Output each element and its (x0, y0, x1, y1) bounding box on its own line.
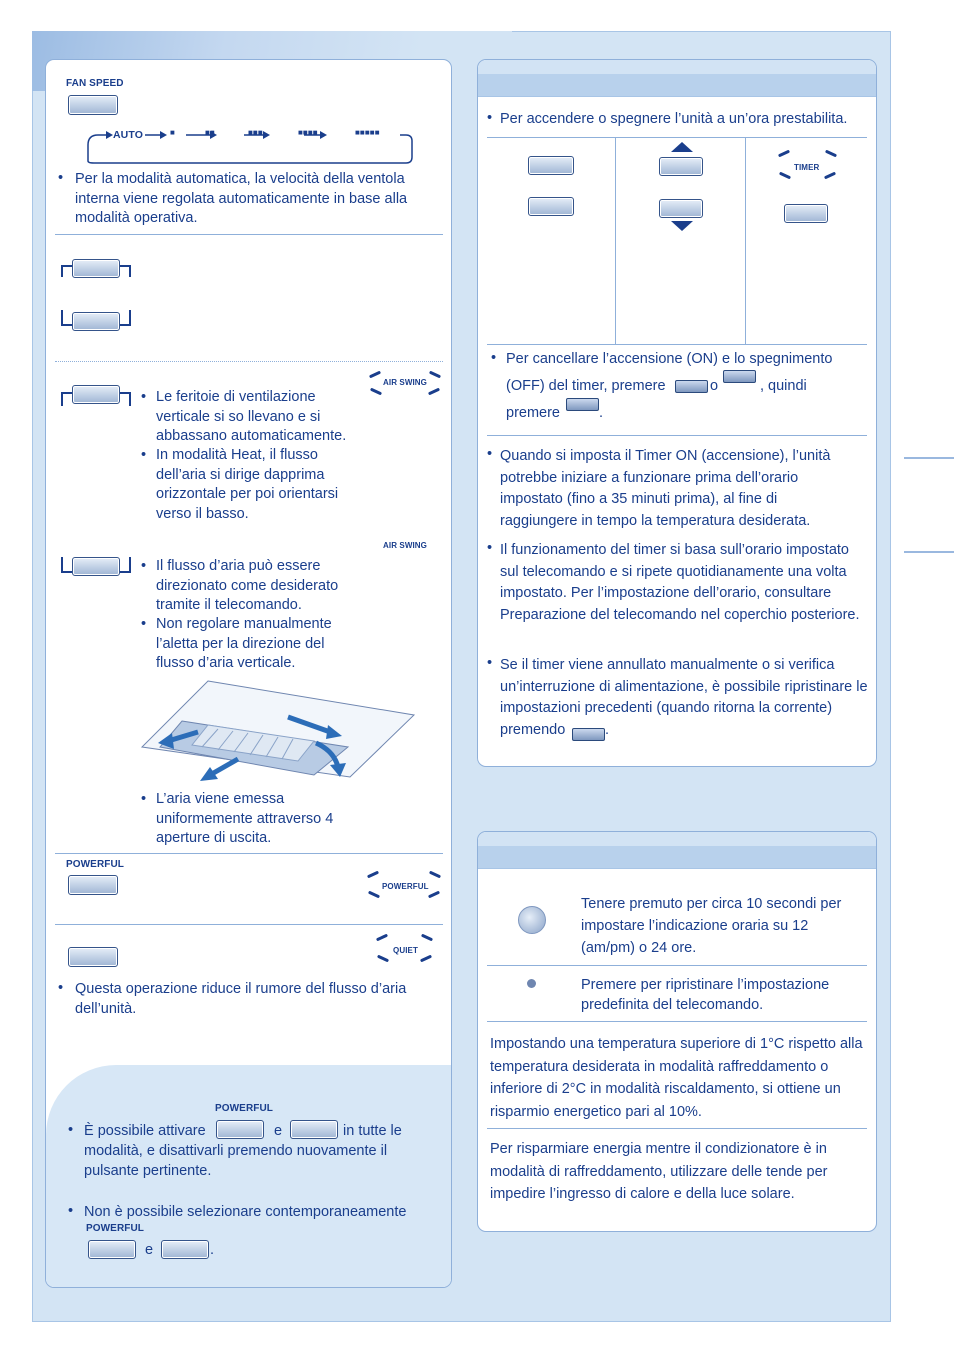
flare (428, 388, 440, 396)
timer-off-button[interactable] (528, 197, 574, 216)
bullet: • (487, 110, 493, 126)
bullet: • (141, 447, 147, 463)
quiet-note: Questa operazione riduce il rumore del flusso d’aria dell’unità. (75, 981, 407, 1017)
divider (487, 137, 867, 138)
fan-speed-level-3: ■■■ (248, 128, 263, 137)
bullet: • (68, 1203, 74, 1219)
info-panel (477, 831, 877, 1232)
divider (55, 853, 443, 854)
auto-swing-note-2: In modalità Heat, il flusso dell’aria si dirige dapprima orizzontale per poi orientarsi verso il basso. (156, 447, 339, 522)
flare (420, 955, 432, 963)
tips-text-1c-start: in tutte le (343, 1123, 402, 1139)
arrow-up-icon (670, 141, 694, 153)
flare (825, 150, 837, 158)
divider (487, 1021, 867, 1022)
fan-speed-auto: AUTO (113, 129, 143, 141)
tips-text-2: Non è possibile selezionare contemporaneamente (84, 1204, 407, 1220)
timer-header-band (478, 74, 876, 96)
flare (368, 891, 380, 899)
bullet: • (491, 350, 497, 366)
divider (487, 965, 867, 966)
tips-text-1a: È possibile attivare (84, 1123, 206, 1139)
fan-speed-level-2: ■■ (205, 128, 215, 137)
flare (421, 934, 433, 942)
timer-note-3-end: . (605, 722, 610, 738)
timer-note-3: Se il timer viene annullato manualmente o si verifica un’interruzione di alimentazione, è possibile ripristinare le impostazioni precedenti (quando ritorna la corrente) premendo (500, 657, 868, 738)
flare (429, 371, 441, 379)
timer-indicator: TIMER (794, 163, 820, 172)
bullet: • (487, 446, 493, 462)
flare (367, 871, 379, 879)
bullet: • (58, 980, 64, 996)
column-divider (745, 138, 746, 344)
side-tab-line (904, 551, 954, 553)
saving-tip-2: Per risparmiare energia mentre il condizionatore è in modalità di raffreddamento, utilizzare delle tende per impedire l’ingresso di calore e della luce solare. (490, 1141, 828, 1202)
cancel-text-b: (OFF) del timer, premere (506, 378, 666, 394)
tips-powerful-button-2[interactable] (88, 1240, 136, 1259)
flare (429, 871, 441, 879)
bullet: • (141, 791, 147, 807)
left-panel (45, 59, 452, 1288)
tips-quiet-button[interactable] (290, 1120, 338, 1139)
cancel-text-a: Per cancellare l’accensione (ON) e lo spegnimento (506, 351, 833, 367)
column-divider (615, 138, 616, 344)
fan-speed-level-1: ■ (170, 128, 175, 137)
divider (487, 435, 867, 436)
timer-down-button[interactable] (659, 199, 703, 218)
bullet: • (141, 389, 147, 405)
air-swing-up-button[interactable] (72, 259, 120, 278)
bullet: • (58, 170, 64, 186)
tips-powerful-label: POWERFUL (215, 1103, 274, 1114)
flare (778, 150, 790, 158)
quiet-button[interactable] (68, 947, 118, 967)
tips-powerful-button[interactable] (216, 1120, 264, 1139)
fan-speed-level-5: ■■■■■ (355, 128, 380, 137)
restore-button[interactable] (572, 728, 605, 741)
cassette-unit-illustration (138, 677, 424, 787)
manual-swing-button[interactable] (72, 557, 120, 576)
tips-quiet-button-2[interactable] (161, 1240, 209, 1259)
flare (377, 955, 389, 963)
cancel-set-button[interactable] (566, 398, 599, 411)
flare (824, 172, 836, 180)
info-header-band (478, 846, 876, 868)
reset-text: Premere per ripristinare l’impostazione predefinita del telecomando. (581, 977, 830, 1013)
tips-text-2c: . (210, 1242, 215, 1258)
timer-on-button[interactable] (528, 156, 574, 175)
cancel-off-button[interactable] (723, 370, 756, 383)
outlet-note: L’aria viene emessa uniformemente attraverso 4 aperture di uscita. (156, 791, 334, 846)
tips-text-1c: modalità, e disattivarli premendo nuovamente il pulsante pertinente. (84, 1143, 388, 1179)
fan-speed-label: FAN SPEED (66, 78, 124, 89)
side-tab-line (904, 457, 954, 459)
bullet: • (487, 655, 493, 671)
divider (55, 234, 443, 235)
powerful-indicator: POWERFUL (382, 882, 429, 891)
air-swing-down-button[interactable] (72, 312, 120, 331)
saving-tip-1: Impostando una temperatura superiore di 1°C rispetto alla temperatura desiderata in modalità raffreddamento o inferiore di 2°C in modalità riscaldamento, si ottiene un risparmio energetico pari al 10%. (490, 1036, 863, 1120)
fan-speed-button[interactable] (68, 95, 118, 115)
flare (428, 891, 440, 899)
tips-powerful-label-2: POWERFUL (86, 1223, 145, 1234)
air-swing-indicator: AIR SWING (383, 378, 428, 387)
timer-note-2: Il funzionamento del timer si basa sull’orario impostato sul telecomando e si ripete quotidianamente una volta impostato. Per l’impostazione dell’orario, consultare Preparazione del telecomando nel coperchio posteriore. (500, 542, 860, 623)
divider (487, 1128, 867, 1129)
tips-text-2b: e (145, 1242, 154, 1258)
clock-text: Tenere premuto per circa 10 secondi per impostare l’indicazione oraria su 12 (am/pm) o 24 ore. (581, 896, 842, 956)
dotted-divider (55, 361, 443, 362)
fan-speed-level-4: ■■■■ (298, 128, 318, 137)
air-swing-manual-indicator: AIR SWING (383, 541, 428, 550)
timer-note-1: Quando si imposta il Timer ON (accensione), l’unità potrebbe iniziare a funzionare prima dell’orario impostato (fino a 35 minuti prima), al fine di raggiungere in tempo la temperatura desiderata. (500, 448, 831, 529)
timer-intro: Per accendere o spegnere l’unità a un’ora prestabilita. (500, 111, 848, 127)
timer-up-button[interactable] (659, 157, 703, 176)
cancel-text-c: , quindi (760, 378, 807, 394)
bullet: • (141, 616, 147, 632)
cancel-text-d: premere (506, 405, 560, 421)
quiet-indicator: QUIET (393, 946, 418, 955)
auto-swing-button[interactable] (72, 385, 120, 404)
cancel-text-o: o (710, 378, 719, 394)
divider (55, 924, 443, 925)
manual-swing-note-1: Il flusso d’aria può essere direzionato come desiderato tramite il telecomando. (156, 558, 339, 613)
powerful-button[interactable] (68, 875, 118, 895)
timer-panel (477, 59, 877, 767)
clock-button-icon[interactable] (518, 906, 546, 934)
cancel-on-button[interactable] (675, 380, 708, 393)
flare (369, 371, 381, 379)
powerful-label: POWERFUL (66, 859, 125, 870)
flare (370, 388, 382, 396)
fan-speed-note: Per la modalità automatica, la velocità della ventola interna viene regolata automaticamente in base alla modalità operativa. (75, 171, 408, 226)
cancel-text-e: . (599, 405, 604, 421)
timer-set-button[interactable] (784, 204, 828, 223)
bullet: • (68, 1122, 74, 1138)
manual-swing-note-2: Non regolare manualmente l’aletta per la direzione del flusso d’aria verticale. (156, 616, 332, 671)
arrow-down-icon (670, 220, 694, 232)
divider (487, 344, 867, 345)
flare (376, 934, 388, 942)
auto-swing-note-1: Le feritoie di ventilazione verticale si so llevano e si abbassano automaticamente. (156, 389, 347, 444)
reset-button-icon[interactable] (527, 979, 536, 988)
bullet: • (487, 540, 493, 556)
flare (779, 172, 791, 180)
tips-text-1b: e (274, 1123, 283, 1139)
bullet: • (141, 558, 147, 574)
